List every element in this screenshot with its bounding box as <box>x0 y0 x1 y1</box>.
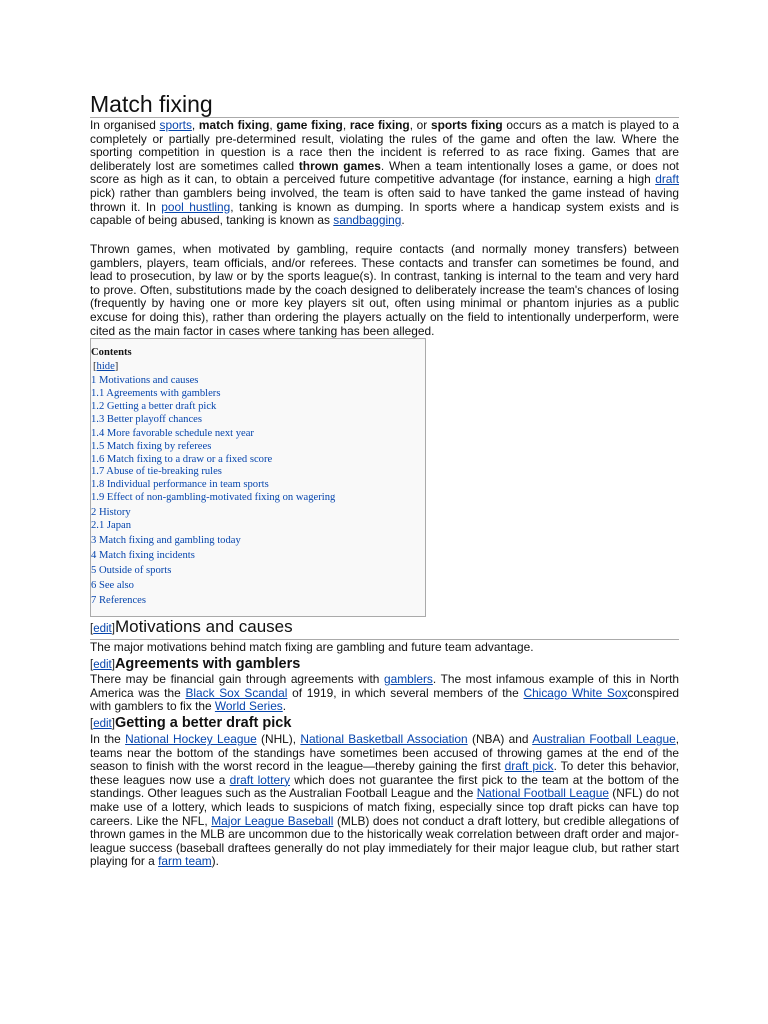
text: pick) rather than gamblers being involved, the team is often said to have tanked the game instead of having thrown it. In <box>90 185 679 214</box>
text: . The most infamous example of this in North America was the <box>90 672 679 700</box>
bracket: [ <box>93 361 97 372</box>
text: , tanking is known as dumping. In sports where a handicap system exists and is capable of being abused, tanking is known as <box>90 199 679 228</box>
toc-item[interactable]: 1.8 Individual performance in team sports <box>91 479 269 490</box>
text: , <box>191 118 199 132</box>
heading-text: Motivations and causes <box>114 617 293 636</box>
text: (NFL) do not make use of a lottery, which leads to suspicions of match fixing, especially since top draft picks can have top careers. Like the NFL, <box>90 786 679 828</box>
term-thrown-games: thrown games <box>298 158 381 173</box>
link-pool-hustling[interactable]: pool hustling <box>161 199 231 214</box>
toc-item[interactable]: 1.1 Agreements with gamblers <box>91 388 221 399</box>
intro-paragraph-1 <box>90 119 679 228</box>
text: . <box>401 213 405 228</box>
toc-item[interactable]: 3 Match fixing and gambling today <box>91 535 241 546</box>
toc-item[interactable]: 1.7 Abuse of tie-breaking rules <box>91 466 222 477</box>
intro-paragraph-2: Thrown games, when motivated by gambling, require contacts (and normally money transfers) between gamblers, players, team officials, and/or referees. These contacts and transfer can sometimes be found, and lead to prosecution, by law or by the sports league(s). In contrast, tanking is internal to the team and very hard to prove. Often, substitutions made by the coach designed to deliberately increase the team's chances of losing (frequently by having one or more key players sit out, often using minimal or phantom injuries as a public excuse for doing this), rather than ordering the players actually on the field to intentionally underperform, were cited as the main factor in cases where tanking has been alleged. <box>90 242 679 338</box>
page-title: Match fixing <box>90 91 213 117</box>
text: (MLB) does not conduct a draft lottery, but credible allegations of thrown games in the MLB are uncommon due to the historically weak correlation between draft order and major-league success (baseball draftees generally do not play immediately for their major league club, but rather start playing for a <box>90 813 679 869</box>
bracket: [ <box>90 623 94 635</box>
link-farm-team[interactable]: farm team <box>158 854 212 869</box>
toc-item[interactable]: 2 History <box>91 507 131 518</box>
edit-label[interactable]: edit <box>93 659 112 671</box>
term-match-fixing: match fixing <box>198 118 270 132</box>
link-afl[interactable]: Australian Football League <box>532 732 676 746</box>
link-sandbagging[interactable]: sandbagging <box>333 213 402 228</box>
section-heading-motivations <box>90 616 293 640</box>
link-chicago-white-sox[interactable]: Chicago White Sox <box>523 685 628 700</box>
text: In organised <box>90 118 160 132</box>
bracket: ] <box>111 718 115 730</box>
link-draft-pick[interactable]: draft pick <box>504 759 554 774</box>
text: ). <box>211 854 219 869</box>
link-draft[interactable]: draft <box>655 172 679 187</box>
heading-text: Agreements with gamblers <box>114 656 301 672</box>
edit-link[interactable] <box>90 718 115 730</box>
toc-item[interactable]: 1.4 More favorable schedule next year <box>91 428 254 439</box>
toc-hide-link[interactable]: hide <box>96 361 115 372</box>
edit-label[interactable]: edit <box>93 623 112 635</box>
term-sports-fixing: sports fixing <box>430 118 503 132</box>
toc-item[interactable]: 1.6 Match fixing to a draw or a fixed score <box>91 454 273 465</box>
toc-item[interactable]: 5 Outside of sports <box>91 565 172 576</box>
bracket: ] <box>111 659 115 671</box>
link-draft-lottery[interactable]: draft lottery <box>229 772 291 787</box>
toc-item[interactable]: 1.3 Better playoff chances <box>91 414 202 425</box>
text: , teams near the bottom of the standings have sometimes been accused of throwing games at the end of the season to finish with the worst record in the league—thereby gaining the first <box>90 732 680 774</box>
bracket: ] <box>114 361 119 372</box>
link-gamblers[interactable]: gamblers <box>383 672 433 686</box>
agreements-paragraph <box>90 673 679 714</box>
text: . When a team intentionally loses a game, or does not score as high as it can, to obtain a perceived future competitive advantage (for instance, earning a high <box>90 158 679 187</box>
link-nfl[interactable]: National Football League <box>476 786 609 801</box>
bracket: ] <box>111 623 115 635</box>
text: , or <box>409 118 431 132</box>
motivations-paragraph: The major motivations behind match fixing are gambling and future team advantage. <box>90 640 534 654</box>
toc-item[interactable]: 4 Match fixing incidents <box>91 550 195 561</box>
text: There may be financial gain through agreements with <box>90 672 384 686</box>
text: In the <box>90 732 126 746</box>
text: . <box>282 699 287 714</box>
toc-item[interactable]: 1.5 Match fixing by referees <box>91 441 212 452</box>
text: which does not guarantee the first pick to the team at the bottom of the standings. Other leagues such as the Australian Football League and the <box>90 772 680 801</box>
bracket: [ <box>90 718 94 730</box>
text: , <box>269 118 277 132</box>
toc-hide-toggle[interactable] <box>93 361 118 372</box>
text: of 1919, in which several members of the <box>287 685 524 700</box>
section-heading-draft-pick <box>90 713 291 734</box>
edit-link[interactable] <box>90 623 115 635</box>
link-sports[interactable]: sports <box>159 118 192 132</box>
toc-item[interactable]: 1.2 Getting a better draft pick <box>91 401 217 412</box>
text: conspired with gamblers to fix the <box>90 685 679 714</box>
toc-item[interactable]: 2.1 Japan <box>91 520 132 531</box>
text: . To deter this behavior, these leagues now use a <box>90 759 679 787</box>
edit-link[interactable] <box>90 659 115 671</box>
table-of-contents <box>90 338 426 617</box>
heading-text: Getting a better draft pick <box>114 715 292 731</box>
draft-pick-paragraph <box>90 733 679 869</box>
text: occurs as a match is played to a completely or partially pre-determined result, violating the rules of the game and often the law. Where the sporting competition in question is a race then the incident is referred to as race fixing. Games that are deliberately lost are sometimes called <box>90 118 679 173</box>
toc-item[interactable]: 6 See also <box>91 580 134 591</box>
text: , <box>342 118 350 132</box>
link-mlb[interactable]: Major League Baseball <box>211 813 334 828</box>
toc-item[interactable]: 1.9 Effect of non-gambling-motivated fixing on wagering <box>91 492 336 503</box>
link-world-series[interactable]: World Series <box>214 699 283 714</box>
text: (NBA) and <box>467 732 533 746</box>
link-black-sox-scandal[interactable]: Black Sox Scandal <box>185 685 288 700</box>
term-race-fixing: race fixing <box>349 118 410 132</box>
text: (NHL), <box>256 732 301 746</box>
toc-title: Contents <box>91 347 132 358</box>
link-nhl[interactable]: National Hockey League <box>125 732 257 746</box>
term-game-fixing: game fixing <box>276 118 343 132</box>
bracket: [ <box>90 659 94 671</box>
toc-item[interactable]: 1 Motivations and causes <box>91 375 199 386</box>
edit-label[interactable]: edit <box>93 718 112 730</box>
toc-item[interactable]: 7 References <box>91 595 146 606</box>
link-nba[interactable]: National Basketball Association <box>300 732 468 746</box>
